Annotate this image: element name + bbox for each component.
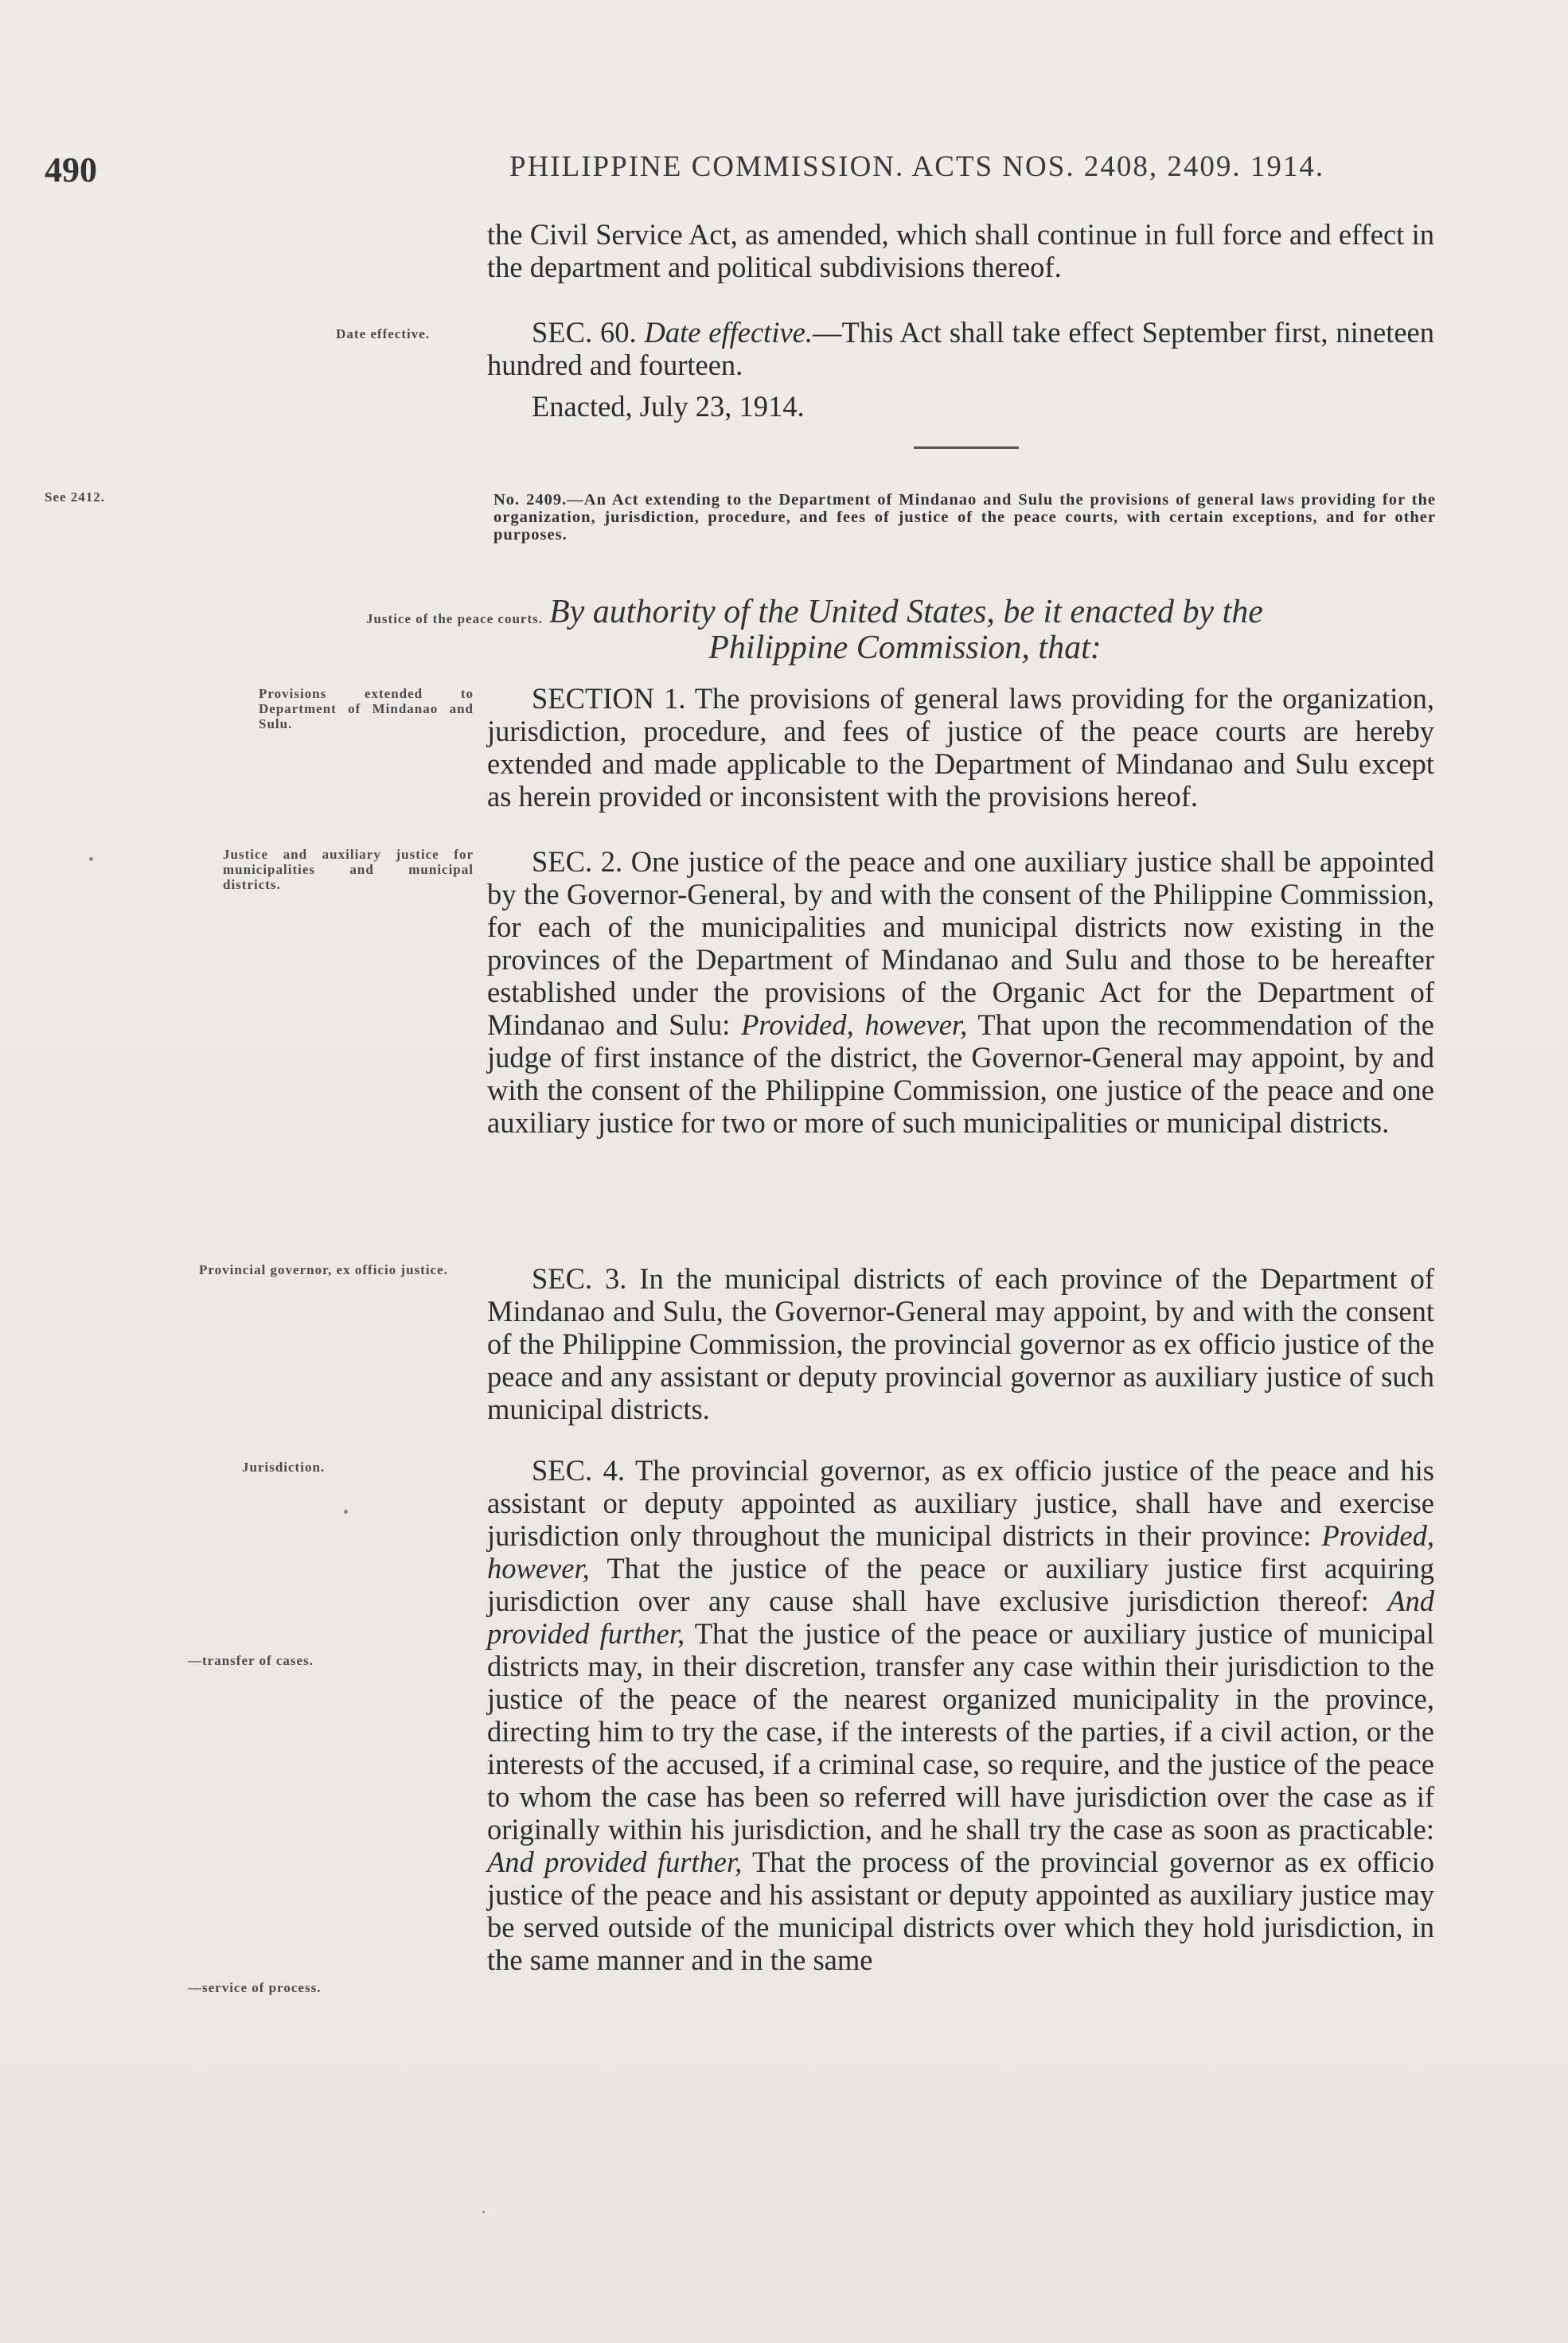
side-note-justice-courts: Justice of the peace courts. bbox=[365, 611, 543, 626]
side-note-provincial-governor: Provincial governor, ex officio justice. bbox=[199, 1262, 448, 1277]
section-3-label: SEC. 3. bbox=[532, 1262, 627, 1295]
section-60-label: SEC. 60. bbox=[532, 316, 637, 349]
side-note-transfer: —transfer of cases. bbox=[188, 1653, 314, 1668]
act-title-text: —An Act extending to the Department of Mindanao and Sulu the provisions of general laws providing for the organization, jurisdiction, procedure, and fees of justice of the peace courts, with certain exceptions, and for other purposes. bbox=[493, 491, 1436, 544]
continuation-text: the Civil Service Act, as amended, which shall continue in full force and effect in the department and political subdivisions thereof. bbox=[487, 218, 1434, 283]
side-note-service: —service of process. bbox=[188, 1980, 322, 1995]
section-3 bbox=[487, 1262, 1434, 1425]
section-1-text: The provisions of general laws providing for the organization, jurisdiction, procedure, and fees of justice of the peace courts are hereby extended and made applicable to the Department of Mindanao and Sulu except as herein provided or inconsistent with the provisions hereof. bbox=[487, 682, 1435, 813]
section-4-text-d: That the process of the provincial governor as ex officio justice of the peace and his assistant or deputy appointed as auxiliary justice may be served outside of the municipal districts over which they hold jurisdiction, in the same manner and in the same bbox=[487, 1846, 1434, 1976]
section-60-heading: Date effective. bbox=[644, 316, 813, 349]
side-note-provisions-extended: Provisions extended to Department of Mindanao and Sulu. bbox=[259, 686, 474, 731]
enacting-line-1: By authority of the United States, be it enacted by the bbox=[549, 594, 1263, 630]
section-1 bbox=[487, 682, 1434, 813]
enacting-line-2: Philippine Commission, that: bbox=[708, 630, 1102, 666]
section-2-text-a: One justice of the peace and one auxiliary justice shall be appointed by the Governor-General, by and with the consent of the Philippine Commission, for each of the municipalities and municipal districts now existing in the provinces of the Department of Mindanao and Sulu and those to be hereafter established under the provisions of the Organic Act for the Department of Mindanao and Sulu: bbox=[487, 845, 1434, 1041]
section-3-text: In the municipal districts of each province of the Department of Mindanao and Sulu, the Governor-General may appoint, by and with the consent of the Philippine Commission, the provincial governor as ex officio justice of the peace and any assistant or deputy provincial governor as auxiliary justice of such municipal districts. bbox=[487, 1262, 1434, 1425]
section-4-proviso-3: And provided further, bbox=[487, 1846, 743, 1878]
section-4-text-b: That the justice of the peace or auxiliary justice first acquiring jurisdiction over any cause shall have exclusive jurisdiction thereof: bbox=[487, 1552, 1434, 1617]
section-4 bbox=[487, 1454, 1434, 1976]
act-number: No. 2409. bbox=[493, 491, 568, 509]
section-4-proviso-1: Provided, however, bbox=[487, 1519, 1434, 1585]
scan-speck bbox=[482, 2211, 485, 2213]
continuation-paragraph bbox=[487, 218, 1434, 283]
section-60-text: —This Act shall take effect September first, nineteen hundred and fourteen. bbox=[487, 316, 1434, 381]
enacted-date: Enacted, July 23, 1914. bbox=[532, 390, 805, 423]
section-2-proviso: Provided, however, bbox=[741, 1008, 968, 1041]
section-2-label: SEC. 2. bbox=[532, 845, 623, 878]
side-note-date-effective: Date effective. bbox=[336, 326, 430, 341]
section-4-text-a: The provincial governor, as ex officio justice of the peace and his assistant or deputy appointed as auxiliary justice, shall have and exercise jurisdiction only throughout the municipal districts in their province: bbox=[487, 1454, 1434, 1552]
section-1-label: SECTION 1. bbox=[532, 682, 686, 715]
scan-speck bbox=[89, 857, 93, 861]
section-60 bbox=[487, 316, 1434, 381]
scan-speck bbox=[344, 1510, 348, 1514]
page-number: 490 bbox=[45, 150, 97, 189]
section-4-text-c: That the justice of the peace or auxiliary justice of municipal districts may, in their discretion, transfer any case within their jurisdiction to the justice of the peace of the nearest organized municipality in the province, directing him to try the case, if the interests of the parties, if a civil action, or the interests of the accused, if a criminal case, so require, and the justice of the peace to whom the case has been so referred will have jurisdiction over the case as if originally within his jurisdiction, and he shall try the case as soon as practicable: bbox=[487, 1617, 1434, 1846]
side-note-justice-auxiliary: Justice and auxiliary justice for municipalities and municipal districts. bbox=[223, 847, 474, 892]
section-4-proviso-2: And provided further, bbox=[487, 1585, 1434, 1650]
side-note-jurisdiction: Jurisdiction. bbox=[242, 1460, 326, 1475]
section-2 bbox=[487, 845, 1434, 1139]
running-head: PHILIPPINE COMMISSION. ACTS NOS. 2408, 2409. 1914. bbox=[509, 150, 1325, 183]
enacting-clause bbox=[549, 595, 1436, 666]
section-2-text-b: That upon the recommendation of the judge of first instance of the district, the Governor-General may appoint, by and with the consent of the Philippine Commission, one justice of the peace and one auxiliary justice for two or more of such municipalities or municipal districts. bbox=[487, 1008, 1435, 1139]
side-note-see-reference: See 2412. bbox=[45, 489, 106, 505]
act-title bbox=[493, 491, 1436, 544]
divider-rule bbox=[914, 446, 1019, 449]
section-4-label: SEC. 4. bbox=[532, 1454, 626, 1487]
